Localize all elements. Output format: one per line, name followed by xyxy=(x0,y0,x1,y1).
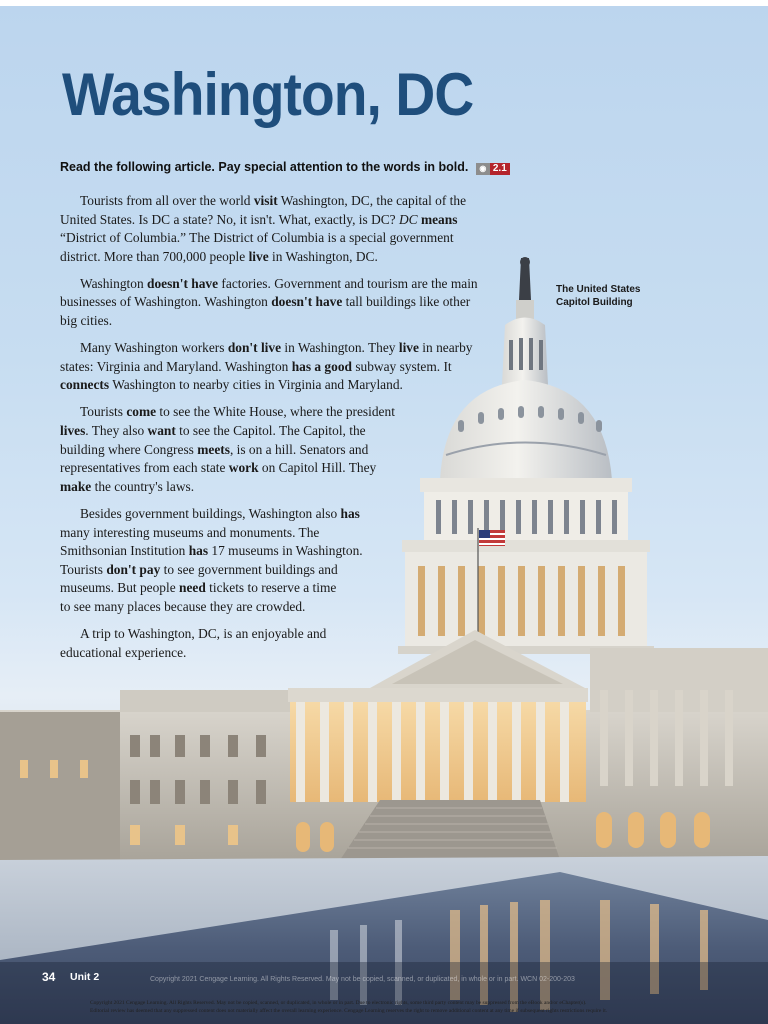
article-text: A trip to Washington, DC, is an enjoyable and xyxy=(80,625,327,641)
caption-line-2: Capitol Building xyxy=(556,297,633,308)
article-text: Smithsonian Institution xyxy=(60,543,189,559)
article-body xyxy=(60,192,480,671)
article-text: building where Congress xyxy=(60,441,198,457)
copyright-watermark: Copyright 2021 Cengage Learning. All Rights Reserved. May not be copied, scanned, or duplicated, in whole or in part. WCN 02-200-203 xyxy=(150,976,575,983)
track-number: 2.1 xyxy=(490,163,510,175)
article-paragraph xyxy=(60,275,480,331)
article-paragraph xyxy=(60,192,480,266)
article-text: , is on a hill. Senators and xyxy=(229,441,369,457)
article-text: Besides government buildings, Washington also xyxy=(80,505,341,521)
instruction-text: Read the following article. Pay special attention to the words in bold. xyxy=(60,160,469,174)
article-text: Washington, DC, the capital of the xyxy=(277,193,467,208)
article-text: subway system. It xyxy=(351,358,452,374)
bold-vocab-word: doesn't have xyxy=(147,275,219,291)
bold-vocab-word: meets xyxy=(197,441,230,457)
article-text: DC xyxy=(398,211,418,227)
bold-vocab-word: live xyxy=(248,248,269,264)
photo-caption xyxy=(556,283,696,309)
article-text: the country's laws. xyxy=(91,478,195,494)
article-text: in Washington, DC. xyxy=(268,248,378,264)
article-text: district. More than 700,000 people xyxy=(60,248,249,264)
article-text: states: Virginia and Maryland. Washington xyxy=(60,358,292,374)
article-text: educational experience. xyxy=(60,644,187,660)
article-text: Tourists xyxy=(80,404,127,420)
article-text: Tourists from all over the world xyxy=(80,193,254,208)
article-paragraph xyxy=(60,339,480,395)
article-text: to see the Capitol. The Capitol, the xyxy=(175,423,366,439)
bold-vocab-word: connects xyxy=(60,377,110,393)
article-text: many interesting museums and monuments. The xyxy=(60,524,320,540)
bold-vocab-word: has xyxy=(340,505,360,521)
bold-vocab-word: visit xyxy=(253,193,278,208)
caption-line-1: The United States xyxy=(556,284,641,295)
article-text: Washington to nearby cities in Virginia and Maryland. xyxy=(109,377,403,393)
bold-vocab-word: work xyxy=(228,460,259,476)
bold-vocab-word: has xyxy=(188,543,209,559)
article-text: United States. Is DC a state? No, it isn't. What, exactly, is DC? xyxy=(60,211,399,227)
bold-vocab-word: want xyxy=(147,423,176,439)
article-paragraph xyxy=(60,625,480,662)
article-text: Tourists xyxy=(60,561,107,577)
page-title: Washington, DC xyxy=(62,61,474,128)
article-text: in nearby xyxy=(418,340,473,356)
article-paragraph xyxy=(60,505,480,617)
cd-icon: ◉ xyxy=(476,163,490,175)
bold-vocab-word: come xyxy=(126,404,157,420)
article-text: to see government buildings and xyxy=(160,561,338,577)
article-text: Washington xyxy=(80,275,147,291)
article-text: factories. Government and tourism are the main xyxy=(218,275,478,291)
bold-vocab-word: need xyxy=(179,580,206,596)
reading-instruction xyxy=(60,160,510,175)
copyright-fine-print-2: Editorial review has deemed that any suppressed content does not materially affect the overall learning experience. Cengage Learning reserves the right to remove additional content at any time if subsequent rights restrictions require it. xyxy=(90,1008,608,1014)
unit-label: Unit 2 xyxy=(70,971,100,983)
article-text: representatives from each state xyxy=(60,460,229,476)
article-text: big cities. xyxy=(60,313,113,329)
article-paragraph xyxy=(60,403,480,496)
page-number: 34 xyxy=(42,970,56,984)
bold-vocab-word: don't pay xyxy=(106,561,161,577)
bold-vocab-word: don't live xyxy=(227,340,282,356)
article-text: tall buildings like other xyxy=(342,294,471,310)
bold-vocab-word: has a good xyxy=(291,358,352,374)
article-text: businesses of Washington. Washington xyxy=(60,294,272,310)
article-text: tickets to reserve a time xyxy=(205,580,337,596)
article-text: “District of Columbia.” The District of Columbia is a special government xyxy=(60,230,454,246)
article-text: Many Washington workers xyxy=(80,340,228,356)
copyright-fine-print-1: Copyright 2021 Cengage Learning. All Rights Reserved. May not be copied, scanned, or duplicated, in whole or in part. Due to electronic rights, some third party content may be suppressed from the eBook and/or eChapter(s). xyxy=(90,1000,587,1006)
article-text: to see many places because they are crowded. xyxy=(60,598,306,614)
audio-track-badge[interactable] xyxy=(476,160,510,175)
bold-vocab-word: live xyxy=(398,340,419,356)
bold-vocab-word: lives xyxy=(60,423,86,439)
article-text: 17 museums in Washington. xyxy=(208,543,363,559)
article-text: museums. But people xyxy=(60,580,180,596)
bold-vocab-word: means xyxy=(420,211,458,227)
article-text: in Washington. They xyxy=(281,340,399,356)
bold-vocab-word: make xyxy=(60,478,92,494)
article-text: on Capitol Hill. They xyxy=(258,460,377,476)
article-text: to see the White House, where the president xyxy=(156,404,395,420)
bold-vocab-word: doesn't have xyxy=(271,294,343,310)
article-text: . They also xyxy=(85,423,148,439)
